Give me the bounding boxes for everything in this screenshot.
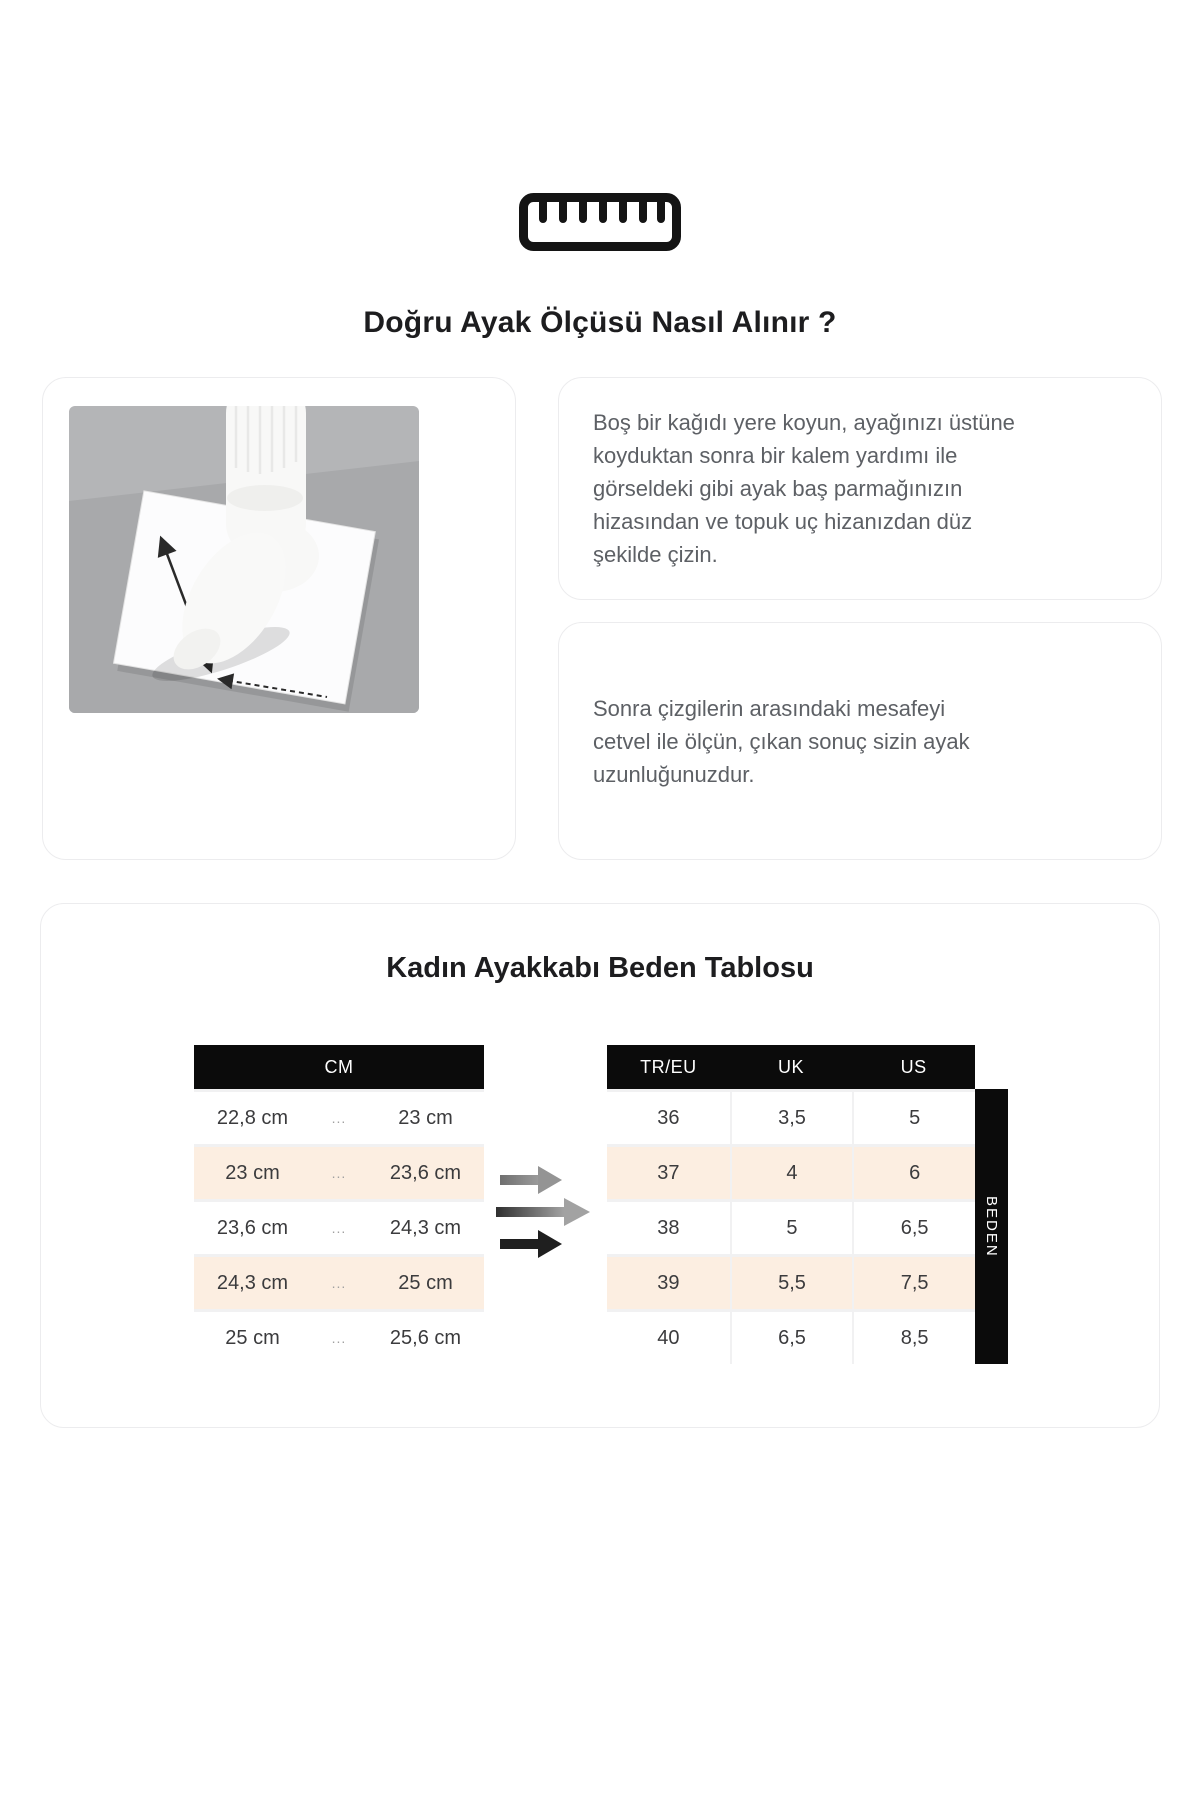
size-cell: 3,5 xyxy=(730,1092,853,1144)
size-cell: 38 xyxy=(657,1216,680,1239)
size-cell: 6,5 xyxy=(852,1202,975,1254)
table-row xyxy=(607,1092,975,1144)
instruction-line: koyduktan sonra bir kalem yardımı ile xyxy=(593,443,958,468)
range-dots: ... xyxy=(331,1220,347,1236)
size-cell: 36 xyxy=(657,1106,680,1129)
size-table xyxy=(607,1045,975,1364)
size-chart-card xyxy=(40,903,1160,1428)
cm-range-to: 23,6 cm xyxy=(389,1161,462,1184)
size-chart-title: Kadın Ayakkabı Beden Tablosu xyxy=(386,952,814,984)
table-row xyxy=(194,1147,484,1199)
instruction-line: Sonra çizgilerin arasındaki mesafeyi xyxy=(593,695,946,721)
cm-range-from: 22,8 cm xyxy=(216,1106,289,1129)
cm-range-from: 23,6 cm xyxy=(216,1216,289,1239)
cm-range-to: 23 cm xyxy=(398,1106,453,1129)
foot-measurement-illustration xyxy=(69,406,419,713)
range-dots: ... xyxy=(331,1165,347,1181)
size-cell: 37 xyxy=(657,1161,680,1184)
instruction-line: şekilde çizin. xyxy=(593,542,718,567)
photo-card xyxy=(42,377,516,860)
table-row xyxy=(607,1257,975,1309)
cm-range-to: 25,6 cm xyxy=(389,1326,462,1349)
instruction-line: uzunluğunuzdur. xyxy=(593,761,755,787)
beden-label: BEDEN xyxy=(983,1195,1000,1258)
size-cell: 39 xyxy=(657,1271,680,1294)
cm-table-header xyxy=(194,1045,484,1089)
page-title: Doğru Ayak Ölçüsü Nasıl Alınır ? xyxy=(363,306,837,340)
size-header-cell: TR/EU xyxy=(640,1056,697,1077)
table-row xyxy=(194,1257,484,1309)
size-cell: 8,5 xyxy=(852,1312,975,1364)
ruler-icon-svg xyxy=(518,192,682,252)
range-dots: ... xyxy=(331,1110,347,1126)
cm-header-label: CM xyxy=(324,1056,354,1077)
size-cell: 5 xyxy=(730,1202,853,1254)
instruction-line: cetvel ile ölçün, çıkan sonuç sizin ayak xyxy=(593,728,970,754)
ruler-icon xyxy=(0,192,1200,252)
instruction-card-1 xyxy=(558,377,1162,600)
table-row xyxy=(607,1147,975,1199)
table-row xyxy=(607,1202,975,1254)
size-cell: 6 xyxy=(852,1147,975,1199)
range-dots: ... xyxy=(331,1275,347,1291)
instruction-line: görseldeki gibi ayak baş parmağınızın xyxy=(593,476,963,501)
cm-range-from: 25 cm xyxy=(225,1326,280,1349)
instruction-line: hizasından ve topuk uç hizanızdan düz xyxy=(593,509,973,534)
cm-range-to: 24,3 cm xyxy=(389,1216,462,1239)
foot-measurement-photo xyxy=(69,406,419,713)
instruction-step-1 xyxy=(593,406,1015,571)
size-table-header xyxy=(607,1045,975,1089)
range-dots: ... xyxy=(331,1330,347,1346)
table-row xyxy=(194,1202,484,1254)
table-row xyxy=(194,1312,484,1364)
beden-side-bar xyxy=(975,1089,1008,1364)
size-cell: 40 xyxy=(657,1326,680,1349)
table-row xyxy=(194,1092,484,1144)
cm-range-to: 25 cm xyxy=(398,1271,453,1294)
size-cell: 5,5 xyxy=(730,1257,853,1309)
cm-range-from: 24,3 cm xyxy=(216,1271,289,1294)
instruction-line: Boş bir kağıdı yere koyun, ayağınızı üstüne xyxy=(593,410,1015,435)
table-row xyxy=(607,1312,975,1364)
instruction-card-2 xyxy=(558,622,1162,860)
cm-table xyxy=(194,1045,484,1364)
size-cell: 7,5 xyxy=(852,1257,975,1309)
size-cell: 5 xyxy=(852,1092,975,1144)
instruction-step-2 xyxy=(593,692,970,791)
size-cell: 6,5 xyxy=(730,1312,853,1364)
size-header-cell: US xyxy=(900,1056,927,1077)
cm-range-from: 23 cm xyxy=(225,1161,280,1184)
size-header-cell: UK xyxy=(777,1056,804,1077)
size-cell: 4 xyxy=(730,1147,853,1199)
